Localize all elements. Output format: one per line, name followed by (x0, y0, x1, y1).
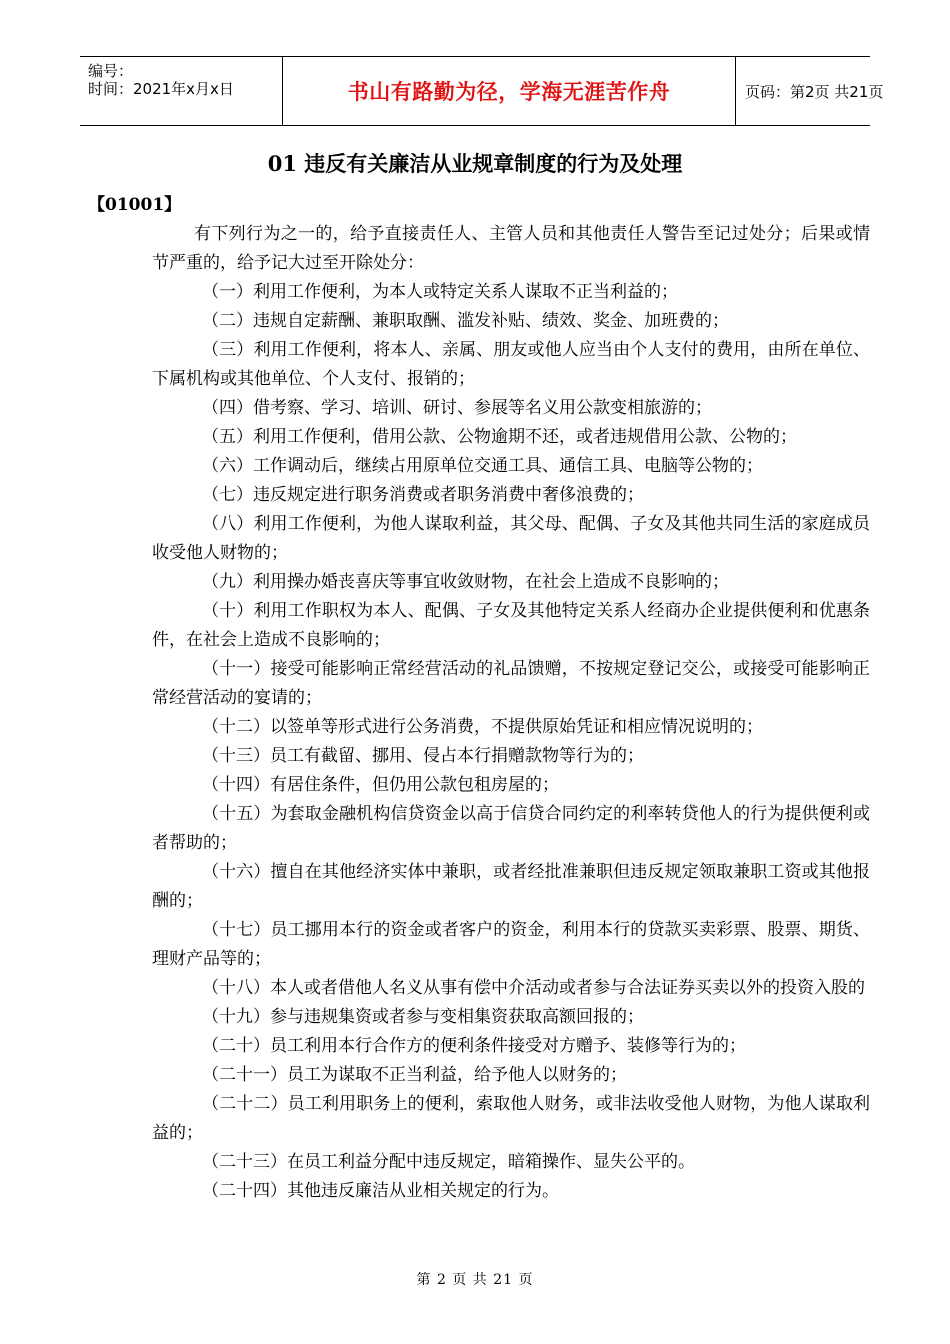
list-item: （二十三）在员工利益分配中违反规定，暗箱操作、显失公平的。 (202, 1152, 695, 1172)
list-item: （六）工作调动后，继续占用原单位交通工具、通信工具、电脑等公物的； (202, 456, 763, 476)
header-motto-cell (282, 57, 736, 125)
header-motto: 书山有路勤为径，学海无涯苦作舟 (347, 80, 671, 104)
list-item: （九）利用操办婚丧喜庆等事宜收敛财物，在社会上造成不良影响的； (202, 572, 729, 592)
list-item: （七）违反规定进行职务消费或者职务消费中奢侈浪费的； (202, 485, 644, 505)
document-time: 时间：2021年x月x日 (88, 80, 234, 98)
list-item: （八）利用工作便利，为他人谋取利益，其父母、配偶、子女及其他共同生活的家庭成员收受他人财物的； (152, 514, 870, 563)
list-item: （五）利用工作便利，借用公款、公物逾期不还，或者违规借用公款、公物的； (202, 427, 797, 447)
header-page-info: 页码：第2页 共21页 (745, 82, 884, 101)
list-item: （十二）以签单等形式进行公务消费，不提供原始凭证和相应情况说明的； (202, 717, 763, 737)
list-item: （十九）参与违规集资或者参与变相集资获取高额回报的； (202, 1007, 644, 1027)
page-header (80, 56, 884, 126)
intro-paragraph: 有下列行为之一的，给予直接责任人、主管人员和其他责任人警告至记过处分；后果或情节严重的，给予记大过至开除处分： (152, 224, 870, 273)
list-item: （二）违规自定薪酬、兼职取酬、滥发补贴、绩效、奖金、加班费的； (202, 311, 729, 331)
list-item: （二十二）员工利用职务上的便利，索取他人财务，或非法收受他人财物，为他人谋取利益的； (152, 1094, 870, 1143)
page-footer: 第 2 页 共 21 页 (416, 1272, 534, 1288)
list-item: （四）借考察、学习、培训、研讨、参展等名义用公款变相旅游的； (202, 398, 712, 418)
list-item: （一）利用工作便利，为本人或特定关系人谋取不正当利益的； (202, 282, 678, 302)
list-item: （二十四）其他违反廉洁从业相关规定的行为。 (202, 1181, 559, 1201)
document-title: 01 违反有关廉洁从业规章制度的行为及处理 (267, 151, 683, 176)
header-page-cell (735, 57, 884, 125)
list-item: （十四）有居住条件，但仍用公款包租房屋的； (202, 775, 559, 795)
section-code: 【01001】 (88, 195, 182, 215)
list-item: （十）利用工作职权为本人、配偶、子女及其他特定关系人经商办企业提供便利和优惠条件，在社会上造成不良影响的； (152, 601, 870, 650)
list-item: （十五）为套取金融机构信贷资金以高于信贷合同约定的利率转贷他人的行为提供便利或者帮助的； (152, 804, 870, 853)
document-body (152, 220, 870, 1206)
list-item: （二十）员工利用本行合作方的便利条件接受对方赠予、装修等行为的； (202, 1036, 746, 1056)
list-item: （十七）员工挪用本行的资金或者客户的资金，利用本行的贷款买卖彩票、股票、期货、理财产品等的； (152, 920, 870, 969)
list-item: （三）利用工作便利，将本人、亲属、朋友或他人应当由个人支付的费用，由所在单位、下属机构或其他单位、个人支付、报销的； (152, 340, 870, 389)
document-number: 编号： (88, 62, 134, 80)
list-item: （二十一）员工为谋取不正当利益，给予他人以财务的； (202, 1065, 627, 1085)
list-item: （十一）接受可能影响正常经营活动的礼品馈赠，不按规定登记交公，或接受可能影响正常经营活动的宴请的； (152, 659, 870, 708)
list-item: （十八）本人或者借他人名义从事有偿中介活动或者参与合法证券买卖以外的投资入股的 (202, 978, 865, 998)
list-item: （十三）员工有截留、挪用、侵占本行捐赠款物等行为的； (202, 746, 644, 766)
header-meta (80, 57, 282, 125)
list-item: （十六）擅自在其他经济实体中兼职，或者经批准兼职但违反规定领取兼职工资或其他报酬的； (152, 862, 870, 911)
